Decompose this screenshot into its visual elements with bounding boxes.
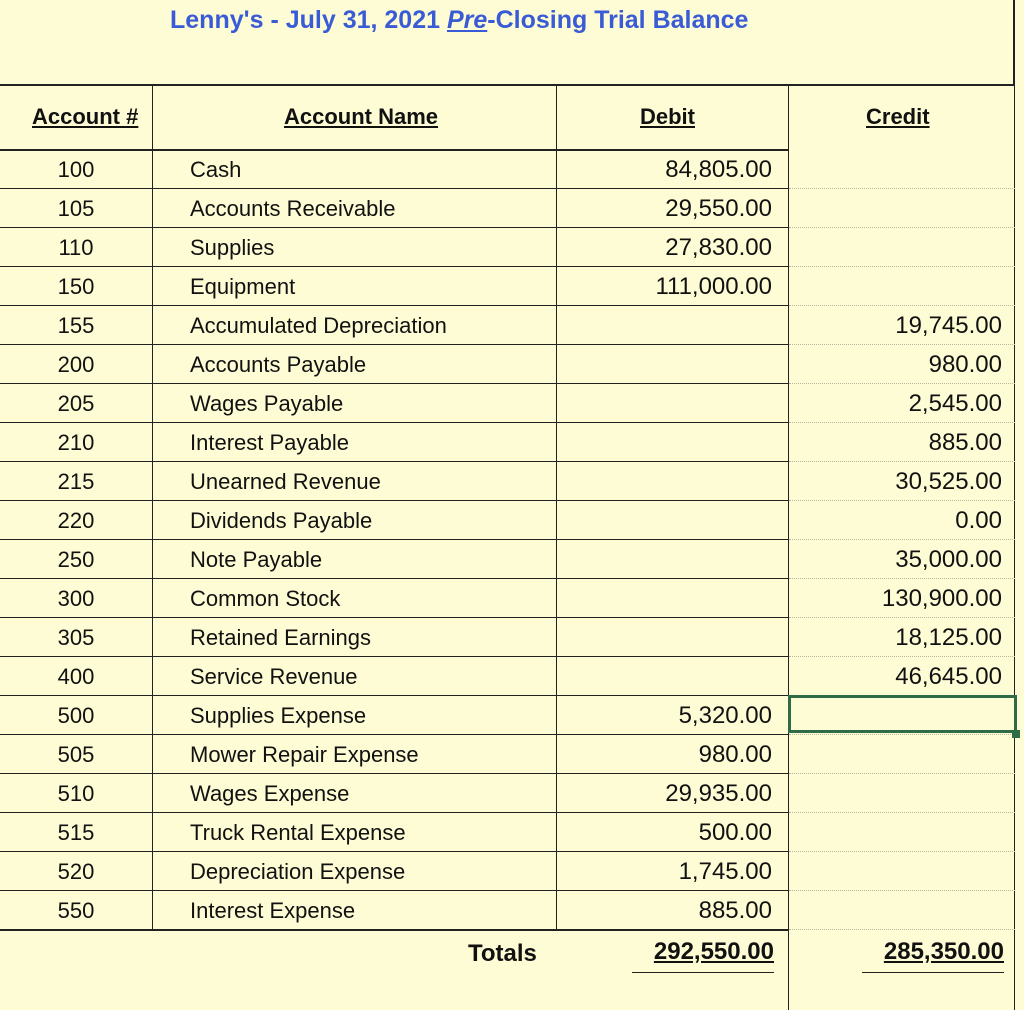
header-credit: Credit xyxy=(866,104,930,129)
account-number: 505 xyxy=(57,742,95,767)
credit-gridline xyxy=(789,773,1015,775)
account-number: 520 xyxy=(57,859,95,884)
totals-label: Totals xyxy=(468,940,537,967)
title-separator: - xyxy=(270,6,279,34)
debit-value: 5,320.00 xyxy=(678,702,772,729)
debit-value: 980.00 xyxy=(698,741,772,768)
account-name: Dividends Payable xyxy=(190,508,373,533)
account-number: 220 xyxy=(57,508,95,533)
account-name: Accounts Payable xyxy=(190,352,367,377)
account-name: Interest Expense xyxy=(190,898,356,923)
account-name: Unearned Revenue xyxy=(190,469,381,494)
account-number: 250 xyxy=(57,547,95,572)
fill-handle[interactable] xyxy=(1012,730,1020,738)
selected-cell[interactable] xyxy=(788,695,1017,733)
account-name: Equipment xyxy=(190,274,296,299)
page-title xyxy=(170,6,748,35)
account-number: 305 xyxy=(57,625,95,650)
debit-value: 29,935.00 xyxy=(665,780,772,807)
grid-vline xyxy=(1014,86,1015,1010)
account-name: Mower Repair Expense xyxy=(190,742,419,767)
debit-value: 84,805.00 xyxy=(665,156,772,183)
account-number: 300 xyxy=(57,586,95,611)
header-debit: Debit xyxy=(640,104,695,129)
credit-value: 19,745.00 xyxy=(895,312,1002,339)
account-name: Depreciation Expense xyxy=(190,859,406,884)
account-name: Accumulated Depreciation xyxy=(190,313,447,338)
account-number: 100 xyxy=(57,157,95,182)
credit-value: 885.00 xyxy=(928,429,1002,456)
account-number: 400 xyxy=(57,664,95,689)
account-number: 155 xyxy=(57,313,95,338)
credit-value: 2,545.00 xyxy=(908,390,1002,417)
credit-gridline xyxy=(789,929,1015,931)
debit-value: 1,745.00 xyxy=(678,858,772,885)
account-number: 215 xyxy=(57,469,95,494)
grid-hline xyxy=(0,929,788,931)
credit-gridline xyxy=(789,266,1015,268)
credit-value: 0.00 xyxy=(955,507,1002,534)
account-name: Common Stock xyxy=(190,586,341,611)
account-number: 500 xyxy=(57,703,95,728)
credit-value: 30,525.00 xyxy=(895,468,1002,495)
debit-value: 111,000.00 xyxy=(655,273,772,300)
grid-vline xyxy=(556,86,557,931)
account-name: Wages Payable xyxy=(190,391,344,416)
credit-value: 35,000.00 xyxy=(895,546,1002,573)
title-rest: -Closing Trial Balance xyxy=(487,6,749,34)
debit-value: 29,550.00 xyxy=(665,195,772,222)
grid-vline xyxy=(152,86,153,931)
account-name: Truck Rental Expense xyxy=(190,820,406,845)
credit-gridline xyxy=(789,812,1015,814)
grid-vline xyxy=(788,86,789,1010)
debit-value: 500.00 xyxy=(698,819,772,846)
account-number: 205 xyxy=(57,391,95,416)
credit-value: 980.00 xyxy=(928,351,1002,378)
credit-gridline xyxy=(789,188,1015,190)
account-name: Wages Expense xyxy=(190,781,350,806)
account-number: 150 xyxy=(57,274,95,299)
account-number: 105 xyxy=(57,196,95,221)
account-name: Retained Earnings xyxy=(190,625,372,650)
total-debit-double-underline xyxy=(632,972,774,973)
account-name: Service Revenue xyxy=(190,664,358,689)
total-debit: 292,550.00 xyxy=(653,938,774,965)
credit-gridline xyxy=(789,851,1015,853)
debit-value: 27,830.00 xyxy=(665,234,772,261)
total-credit-double-underline xyxy=(862,972,1004,973)
account-number: 550 xyxy=(57,898,95,923)
credit-gridline xyxy=(789,227,1015,229)
account-number: 515 xyxy=(57,820,95,845)
account-name: Note Payable xyxy=(190,547,323,572)
title-company: Lenny's xyxy=(170,6,264,34)
account-name: Accounts Receivable xyxy=(190,196,396,221)
credit-value: 46,645.00 xyxy=(895,663,1002,690)
account-name: Interest Payable xyxy=(190,430,349,455)
account-name: Supplies Expense xyxy=(190,703,367,728)
account-number: 200 xyxy=(57,352,95,377)
title-row xyxy=(0,0,1015,86)
account-name: Cash xyxy=(190,157,242,182)
credit-gridline xyxy=(789,734,1015,736)
account-number: 210 xyxy=(57,430,95,455)
title-pre: Pre xyxy=(446,6,488,34)
total-credit: 285,350.00 xyxy=(883,938,1004,965)
account-number: 510 xyxy=(57,781,95,806)
title-date: July 31, 2021 xyxy=(285,6,441,34)
credit-gridline xyxy=(789,890,1015,892)
debit-value: 885.00 xyxy=(698,897,772,924)
credit-value: 18,125.00 xyxy=(895,624,1002,651)
account-number: 110 xyxy=(58,235,94,260)
header-account-name: Account Name xyxy=(284,104,439,129)
header-account-number: Account # xyxy=(32,104,139,129)
credit-value: 130,900.00 xyxy=(881,585,1002,612)
account-name: Supplies xyxy=(190,235,275,260)
